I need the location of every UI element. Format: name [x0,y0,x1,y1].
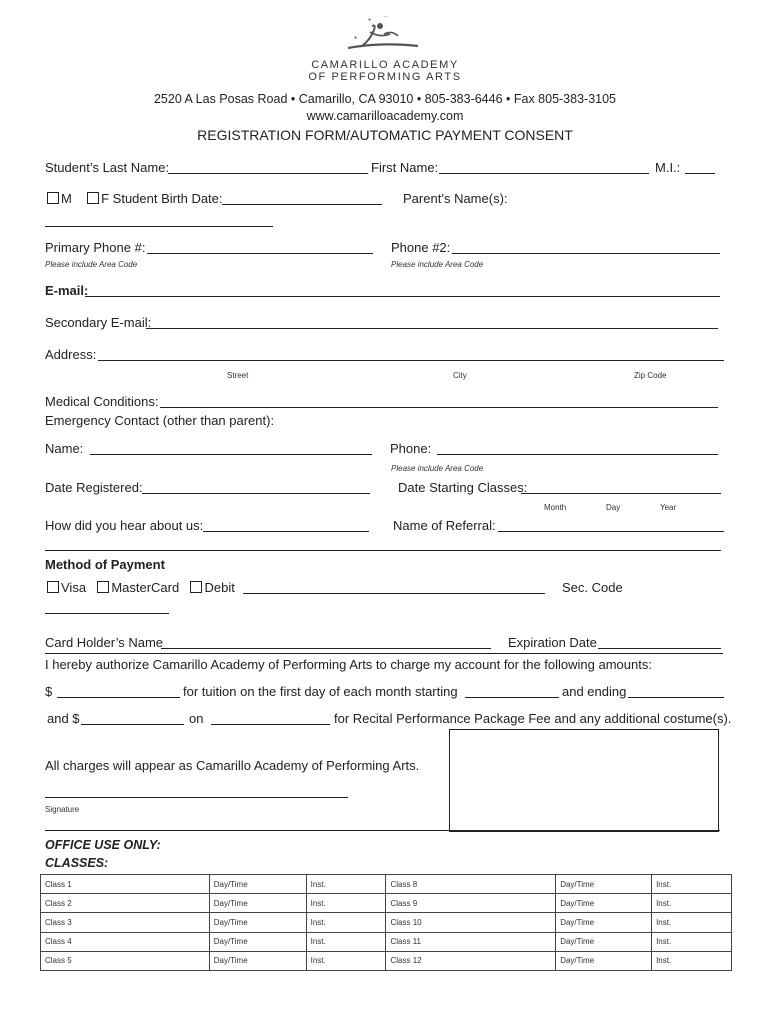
table-row [41,951,732,970]
daytime-cell[interactable]: Day/Time [556,932,652,951]
inst-cell[interactable]: Inst. [652,875,732,894]
class-cell[interactable]: Class 4 [41,932,210,951]
class-cell[interactable]: Class 12 [386,951,556,970]
primary-phone-field[interactable] [147,253,373,254]
mastercard-checkbox[interactable] [97,581,109,593]
emergency-name-label: Name: [45,441,84,456]
daytime-cell[interactable]: Day/Time [209,894,306,913]
class-cell[interactable]: Class 5 [41,951,210,970]
svg-text:*: * [368,17,372,26]
daytime-cell[interactable]: Day/Time [556,875,652,894]
divider-2 [45,653,723,654]
class-cell[interactable]: Class 3 [41,913,210,932]
date-starting-label: Date Starting Classes: [398,480,528,495]
city-label: City [453,371,467,380]
inst-cell[interactable]: Inst. [652,951,732,970]
phone2-field[interactable] [452,253,720,254]
email-label: E-mail: [45,283,89,298]
zip-label: Zip Code [634,371,667,380]
class-cell[interactable]: Class 1 [41,875,210,894]
table-row [41,913,732,932]
class-cell[interactable]: Class 2 [41,894,210,913]
mi-label: M.I.: [655,160,681,175]
table-row [41,875,732,894]
inst-cell[interactable]: Inst. [306,894,386,913]
female-checkbox[interactable] [87,192,99,204]
emergency-label: Emergency Contact (other than parent): [45,413,275,428]
tuition-start-field[interactable] [465,697,559,698]
medical-label: Medical Conditions: [45,394,159,409]
month-label: Month [544,503,567,512]
secondary-email-field[interactable] [146,328,718,329]
date-registered-label: Date Registered: [45,480,143,495]
and-dollar-text: and $ [47,711,80,726]
visa-label: Visa [61,580,87,595]
tuition-text: for tuition on the first day of each month starting [183,684,458,699]
expiration-label: Expiration Date [508,635,597,650]
hear-label: How did you hear about us: [45,518,204,533]
classes-title: CLASSES: [45,856,109,870]
address-line: 2520 A Las Posas Road • Camarillo, CA 93010 • 805-383-6446 • Fax 805-383-3105 [153,92,617,106]
date-registered-field[interactable] [142,493,370,494]
emergency-phone-label: Phone: [390,441,432,456]
website: www.camarilloacademy.com [306,109,464,123]
male-checkbox[interactable] [47,192,59,204]
visa-checkbox[interactable] [47,581,59,593]
class-cell[interactable]: Class 11 [386,932,556,951]
logo-line-2: OF PERFORMING ARTS [308,71,462,83]
first-name-field[interactable] [439,173,649,174]
parents-label: Parent’s Name(s): [403,191,508,206]
primary-phone-label: Primary Phone #: [45,240,146,255]
daytime-cell[interactable]: Day/Time [209,875,306,894]
phone2-label: Phone #2: [391,240,451,255]
referral-field[interactable] [498,531,724,532]
class-cell[interactable]: Class 8 [386,875,556,894]
referral-label: Name of Referral: [393,518,496,533]
daytime-cell[interactable]: Day/Time [209,932,306,951]
debit-label: Debit [204,580,235,595]
and-ending-text: and ending [562,684,627,699]
mi-field[interactable] [685,173,715,174]
on-text: on [189,711,204,726]
signature-field[interactable] [45,797,348,798]
medical-field[interactable] [160,407,718,408]
recital-amount-field[interactable] [81,724,184,725]
divider-1 [45,550,721,551]
area-code-note-1: Please include Area Code [45,260,138,269]
office-use-title: OFFICE USE ONLY: [45,838,161,852]
debit-checkbox[interactable] [190,581,202,593]
inst-cell[interactable]: Inst. [652,913,732,932]
inst-cell[interactable]: Inst. [306,913,386,932]
signature-label: Signature [45,805,80,814]
class-cell[interactable]: Class 9 [386,894,556,913]
inst-cell[interactable]: Inst. [306,951,386,970]
logo-line-1: CAMARILLO ACADEMY [311,59,459,71]
email-field[interactable] [85,296,720,297]
charges-text: All charges will appear as Camarillo Academy of Performing Arts. [45,758,420,773]
dollar-sign: $ [45,684,53,699]
female-label: F [101,191,110,206]
card-holder-label: Card Holder’s Name [45,635,164,650]
classes-table [40,874,732,971]
svg-text:*: * [384,16,388,22]
area-code-note-3: Please include Area Code [391,464,484,473]
male-label: M [61,191,72,206]
date-starting-field[interactable] [521,493,721,494]
first-name-label: First Name: [371,160,439,175]
sec-code-label: Sec. Code [562,580,623,595]
divider-3 [45,830,720,831]
daytime-cell[interactable]: Day/Time [209,951,306,970]
year-label: Year [660,503,677,512]
sec-code-field[interactable] [45,613,169,614]
birth-date-label: Student Birth Date: [112,191,223,206]
form-title: REGISTRATION FORM/AUTOMATIC PAYMENT CONSENT [197,127,573,143]
tuition-end-field[interactable] [628,697,724,698]
parents-name-field[interactable] [45,226,273,227]
hear-field[interactable] [203,531,369,532]
address-field[interactable] [98,360,724,361]
expiration-field[interactable] [598,648,721,649]
last-name-field[interactable] [168,173,368,174]
daytime-cell[interactable]: Day/Time [556,951,652,970]
emergency-phone-field[interactable] [437,454,718,455]
card-holder-field[interactable] [161,648,491,649]
daytime-cell[interactable]: Day/Time [556,894,652,913]
inst-cell[interactable]: Inst. [306,875,386,894]
birth-date-field[interactable] [222,204,382,205]
daytime-cell[interactable]: Day/Time [556,913,652,932]
area-code-note-2: Please include Area Code [391,260,484,269]
mastercard-label: MasterCard [111,580,180,595]
street-label: Street [227,371,249,380]
inst-cell[interactable]: Inst. [652,894,732,913]
table-row [41,932,732,951]
secondary-email-label: Secondary E-mail: [45,315,152,330]
recital-text: for Recital Performance Package Fee and any additional costume(s). [334,711,732,726]
inst-cell[interactable]: Inst. [306,932,386,951]
address-label: Address: [45,347,97,362]
class-cell[interactable]: Class 10 [386,913,556,932]
recital-date-field[interactable] [211,724,330,725]
inst-cell[interactable]: Inst. [652,932,732,951]
emergency-name-field[interactable] [90,454,372,455]
daytime-cell[interactable]: Day/Time [209,913,306,932]
tuition-amount-field[interactable] [57,697,180,698]
svg-text:*: * [354,35,358,44]
authorize-text: I hereby authorize Camarillo Academy of Performing Arts to charge my account for the following amounts: [45,657,652,672]
day-label: Day [606,503,621,512]
card-info-box[interactable] [449,729,719,832]
dancer-logo-icon [340,16,430,58]
payment-title: Method of Payment [45,557,165,572]
table-row [41,894,732,913]
last-name-label: Student’s Last Name: [45,160,170,175]
card-number-field[interactable] [243,593,545,594]
